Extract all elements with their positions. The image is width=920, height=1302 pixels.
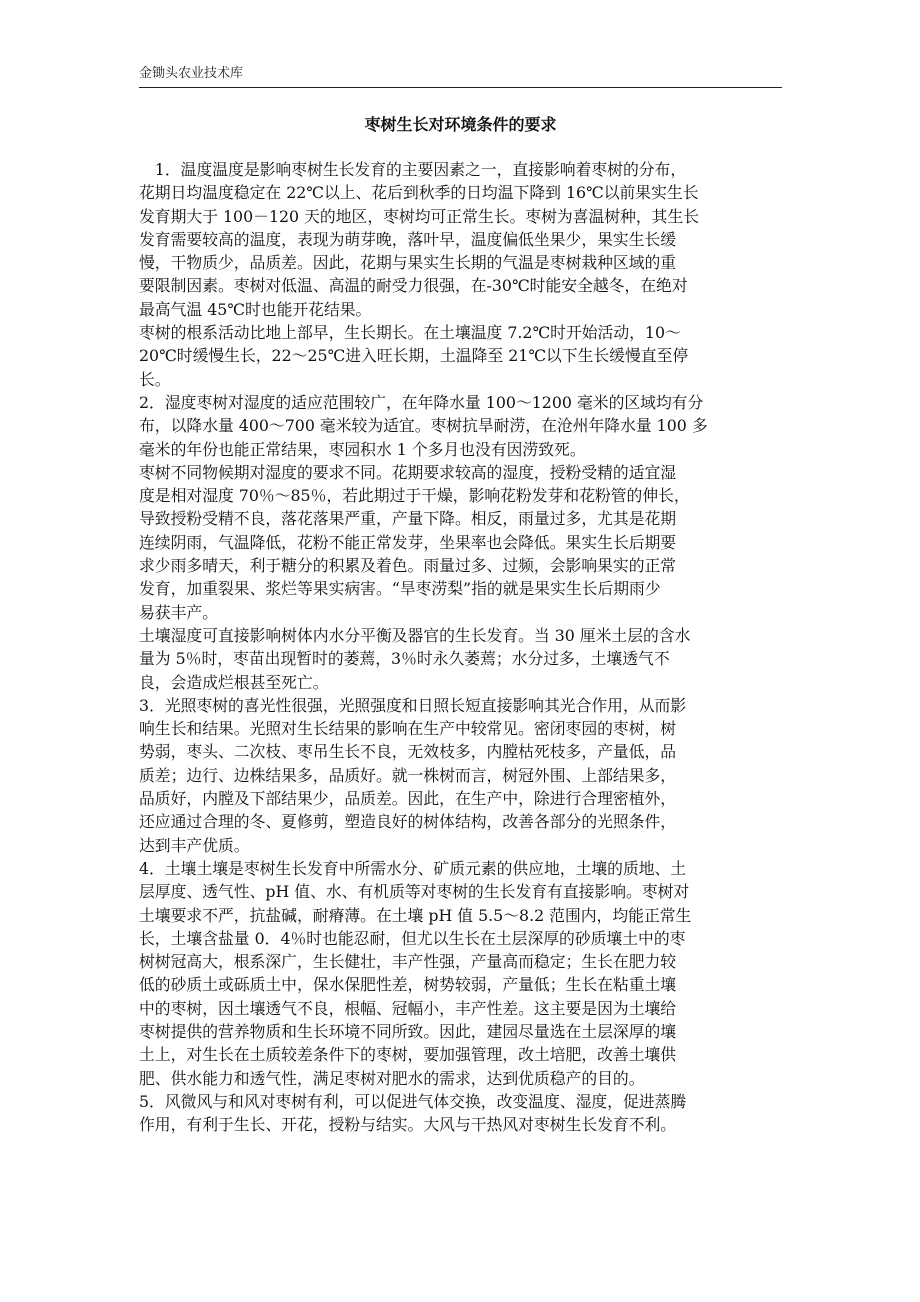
text-line: 土壤湿度可直接影响树体内水分平衡及器官的生长发育。当 30 厘米土层的含水	[139, 625, 691, 645]
text-line: 度是相对湿度 70％～85％，若此期过于干燥，影响花粉发芽和花粉管的伸长，	[139, 486, 690, 506]
text-line: 连续阴雨，气温降低，花粉不能正常发芽，坐果率也会降低。果实生长后期要	[139, 532, 677, 552]
text-line: 5．风微风与和风对枣树有利，可以促进气体交换，改变温度、湿度，促进蒸腾	[139, 1091, 687, 1111]
text-line: 20℃时缓慢生长，22～25℃进入旺长期，土温降至 21℃以下生长缓慢直至停	[139, 346, 689, 366]
text-line: 响生长和结果。光照对生长结果的影响在生产中较常见。密闭枣园的枣树，树	[139, 719, 677, 739]
text-line: 发育，加重裂果、浆烂等果实病害。“旱枣涝梨”指的就是果实生长后期雨少	[139, 579, 661, 599]
text-line: 毫米的年份也能正常结果，枣园积水 1 个多月也没有因涝致死。	[139, 439, 586, 459]
text-line: 3．光照枣树的喜光性很强，光照强度和日照长短直接影响其光合作用，从而影	[139, 695, 687, 715]
text-line: 达到丰产优质。	[139, 835, 250, 855]
text-line: 枣树提供的营养物质和生长环境不同所致。因此，建园尽量选在土层深厚的壤	[139, 1021, 677, 1041]
text-line: 质差；边行、边株结果多，品质好。就一株树而言，树冠外围、上部结果多，	[139, 765, 677, 785]
text-line: 树树冠高大，根系深广，生长健壮，丰产性强，产量高而稳定；生长在肥力较	[139, 952, 677, 972]
text-line: 长。	[139, 369, 171, 389]
text-line: 量为 5％时，枣苗出现暂时的萎蔫，3％时永久萎蔫；水分过多，土壤透气不	[139, 649, 670, 669]
text-line: 土上，对生长在土质较差条件下的枣树，要加强管理，改土培肥，改善土壤供	[139, 1045, 677, 1065]
text-line: 势弱，枣头、二次枝、枣吊生长不良，无效枝多，内膛枯死枝多，产量低，品	[139, 742, 677, 762]
text-line: 导致授粉受精不良，落花落果严重，产量下降。相反，雨量过多，尤其是花期	[139, 509, 677, 529]
text-line: 布，以降水量 400～700 毫米较为适宜。枣树抗旱耐涝，在沧州年降水量 100 多	[139, 416, 708, 436]
text-line: 长，土壤含盐量 0．4％时也能忍耐，但尤以生长在土层深厚的砂质壤土中的枣	[139, 928, 686, 948]
text-line: 最高气温 45℃时也能开花结果。	[139, 299, 372, 319]
text-line: 还应通过合理的冬、夏修剪，塑造良好的树体结构，改善各部分的光照条件，	[139, 812, 677, 832]
document-title: 枣树生长对环境条件的要求	[364, 115, 557, 134]
text-line: 1．温度温度是影响枣树生长发育的主要因素之一，直接影响着枣树的分布，	[139, 160, 687, 179]
text-line: 2．湿度枣树对湿度的适应范围较广，在年降水量 100～1200 毫米的区域均有分	[139, 392, 704, 412]
text-line: 枣树的根系活动比地上部早，生长期长。在土壤温度 7.2℃时开始活动，10～	[139, 323, 681, 343]
text-line: 作用，有利于生长、开花，授粉与结实。大风与干热风对枣树生长发育不利。	[139, 1115, 677, 1135]
text-line: 枣树不同物候期对湿度的要求不同。花期要求较高的湿度，授粉受精的适宜湿	[139, 462, 677, 482]
text-line: 土壤要求不严，抗盐碱，耐瘠薄。在土壤 pH 值 5.5～8.2 范围内，均能正常生	[139, 905, 692, 925]
text-line: 品质好，内膛及下部结果少，品质差。因此，在生产中，除进行合理密植外，	[139, 789, 677, 809]
text-line: 低的砂质土或砾质土中，保水保肥性差，树势较弱，产量低；生长在粘重土壤	[139, 975, 677, 995]
text-line: 4．土壤土壤是枣树生长发育中所需水分、矿质元素的供应地，土壤的质地、土	[139, 858, 687, 878]
document-body	[139, 158, 799, 1136]
text-line: 易获丰产。	[139, 602, 218, 622]
text-line: 良，会造成烂根甚至死亡。	[139, 672, 329, 692]
header-source-label: 金锄头农业技术库	[139, 66, 244, 81]
text-line: 求少雨多晴天，利于糖分的积累及着色。雨量过多、过频，会影响果实的正常	[139, 556, 677, 576]
text-line: 层厚度、透气性、pH 值、水、有机质等对枣树的生长发育有直接影响。枣树对	[139, 882, 690, 902]
text-line: 中的枣树，因土壤透气不良，根幅、冠幅小，丰产性差。这主要是因为土壤给	[139, 998, 677, 1018]
text-line: 要限制因素。枣树对低温、高温的耐受力很强，在-30℃时能安全越冬，在绝对	[139, 276, 688, 296]
text-line: 肥、供水能力和透气性，满足枣树对肥水的需求，达到优质稳产的目的。	[139, 1068, 645, 1088]
text-line: 发育期大于 100－120 天的地区，枣树均可正常生长。枣树为喜温树种，其生长	[139, 206, 700, 226]
text-line: 慢，干物质少，品质差。因此，花期与果实生长期的气温是枣树栽种区域的重	[139, 253, 677, 273]
text-line: 花期日均温度稳定在 22℃以上、花后到秋季的日均温下降到 16℃以前果实生长	[139, 183, 699, 203]
text-line: 发育需要较高的温度，表现为萌芽晚，落叶早，温度偏低坐果少，果实生长缓	[139, 229, 677, 249]
page-header	[139, 63, 782, 88]
